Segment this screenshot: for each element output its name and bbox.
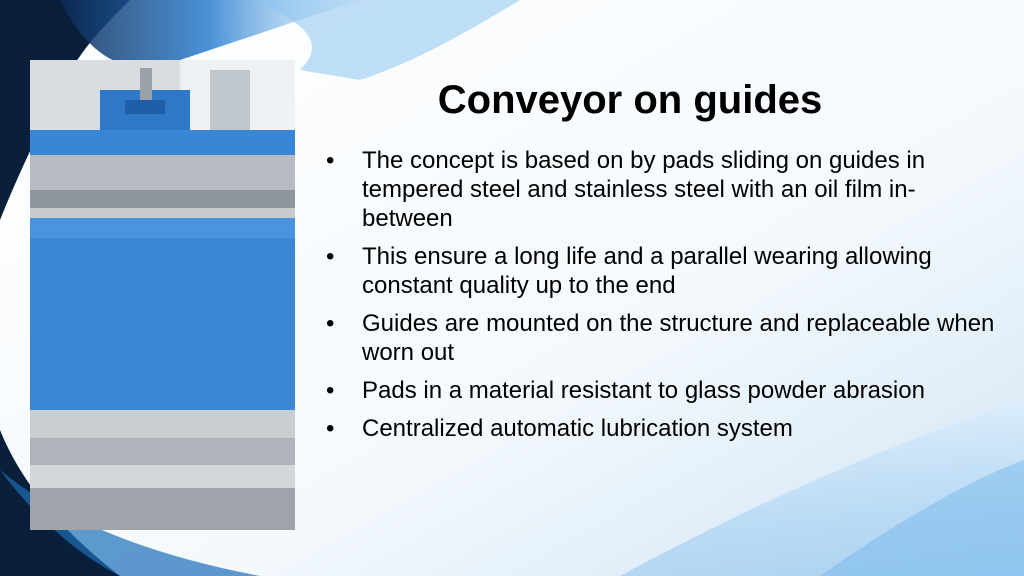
list-item <box>322 414 1002 443</box>
bullet-text: The concept is based on by pads sliding on guides in tempered steel and stainless steel with an oil film in-between <box>362 147 926 232</box>
conveyor-guide-photo <box>30 60 295 530</box>
bullet-glyph: • <box>326 415 335 442</box>
bullet-glyph: • <box>326 147 335 174</box>
bullet-text: Centralized automatic lubrication system <box>362 415 793 442</box>
bullet-glyph: • <box>326 310 335 337</box>
list-item <box>322 146 1002 233</box>
bullet-glyph: • <box>326 243 335 270</box>
bullet-text: Guides are mounted on the structure and replaceable when worn out <box>362 310 995 366</box>
slide-title: Conveyor on guides <box>437 78 823 122</box>
bullet-glyph: • <box>326 377 335 404</box>
list-item <box>322 309 1002 367</box>
list-item <box>322 376 1002 405</box>
bullet-text: Pads in a material resistant to glass powder abrasion <box>362 377 925 404</box>
bullet-text: This ensure a long life and a parallel wearing allowing constant quality up to the end <box>362 243 932 299</box>
list-item <box>322 242 1002 300</box>
bullet-list <box>322 146 1002 452</box>
